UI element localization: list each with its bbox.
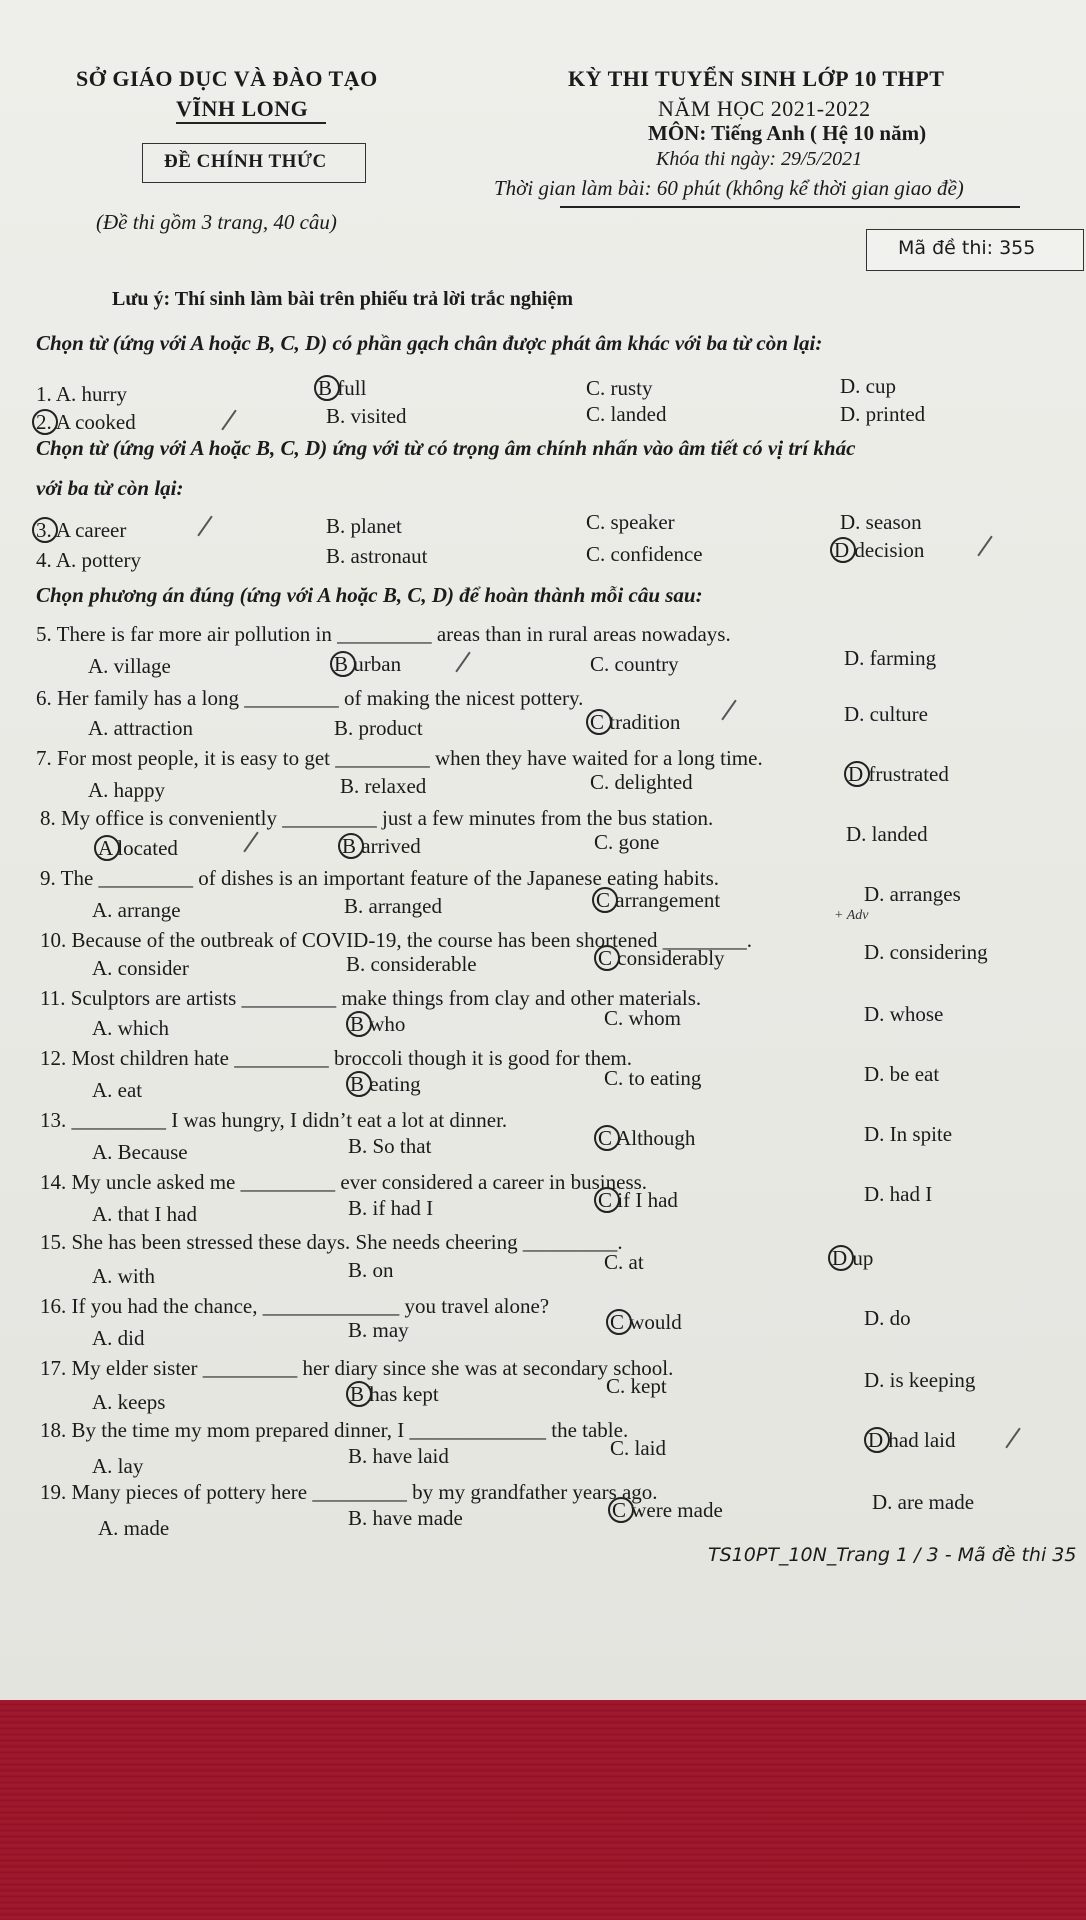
q19-option-d: D. are made [872, 1490, 975, 1514]
q6-option-d: D. culture [844, 702, 928, 726]
q6-option-c: C tradition [590, 710, 681, 734]
q8-option-a: A located [98, 836, 178, 860]
q13-option-c: C Although [598, 1126, 696, 1150]
q15-stem: 15. She has been stressed these days. She needs cheering _________. [40, 1230, 623, 1254]
check-mark [221, 410, 236, 431]
q7-option-c: C. delighted [590, 770, 693, 794]
section3-instruction: Chọn phương án đúng (ứng với A hoặc B, C, D) để hoàn thành mỗi câu sau: [36, 583, 703, 607]
q14-option-d: D. had I [864, 1182, 933, 1206]
q9-option-c: C arrangement [596, 888, 721, 912]
q13-option-a: A. Because [92, 1140, 188, 1164]
q10-option-b: B. considerable [346, 952, 477, 976]
q7-option-a: A. happy [88, 778, 165, 802]
q6-stem: 6. Her family has a long _________ of making the nicest pottery. [36, 686, 584, 710]
check-mark [455, 652, 470, 673]
q18-option-a: A. lay [92, 1454, 144, 1478]
q9-option-d: D. arranges [864, 882, 961, 906]
q17-option-d: D. is keeping [864, 1368, 976, 1392]
q19-option-c: C were made [612, 1498, 723, 1522]
handwritten-note: + Adv [834, 908, 869, 923]
q9-option-b: B. arranged [344, 894, 442, 918]
q14-option-b: B. if had I [348, 1196, 434, 1220]
q8-option-b: B arrived [342, 834, 421, 858]
q7-option-b: B. relaxed [340, 774, 427, 798]
check-mark [197, 516, 212, 537]
department-title: SỞ GIÁO DỤC VÀ ĐÀO TẠO [76, 66, 378, 91]
q11-stem: 11. Sculptors are artists _________ make things from clay and other materials. [40, 986, 702, 1010]
q5-stem: 5. There is far more air pollution in _________ areas than in rural areas nowadays. [36, 622, 731, 646]
q8-option-d: D. landed [846, 822, 928, 846]
q5-option-b: B urban [334, 652, 402, 676]
q11-option-a: A. which [92, 1016, 169, 1040]
q3-option-b: B. planet [326, 514, 402, 538]
q4-option-c: C. confidence [586, 542, 703, 566]
q4-option-a: 4. A. pottery [36, 548, 141, 572]
check-mark [243, 832, 258, 853]
q15-option-d: D up [832, 1246, 874, 1270]
q6-option-b: B. product [334, 716, 423, 740]
subject: MÔN: Tiếng Anh ( Hệ 10 năm) [648, 121, 927, 145]
exam-date: Khóa thi ngày: 29/5/2021 [656, 148, 863, 170]
q15-option-a: A. with [92, 1264, 155, 1288]
q1-option-d: D. cup [840, 374, 896, 398]
q1-option-b: B full [318, 376, 367, 400]
check-mark [1005, 1428, 1020, 1449]
q17-stem: 17. My elder sister _________ her diary since she was at secondary school. [40, 1356, 674, 1380]
q18-option-d: D had laid [868, 1428, 956, 1452]
q9-option-a: A. arrange [92, 898, 181, 922]
q11-option-c: C. whom [604, 1006, 682, 1030]
q6-option-a: A. attraction [88, 716, 193, 740]
q10-option-a: A. consider [92, 956, 189, 980]
page-footer: TS10PT_10N_Trang 1 / 3 - Mã đề thi 35 [708, 1544, 1077, 1566]
q5-option-c: C. country [590, 652, 679, 676]
q2-option-c: C. landed [586, 402, 667, 426]
q11-option-b: B who [350, 1012, 406, 1036]
section2-instruction-line1: Chọn từ (ứng với A hoặc B, C, D) ứng với từ có trọng âm chính nhấn vào âm tiết có vị trí khác [36, 436, 856, 460]
q9-stem: 9. The _________ of dishes is an important feature of the Japanese eating habits. [40, 866, 720, 890]
q3-option-d: D. season [840, 510, 922, 534]
q1-option-c: C. rusty [586, 376, 653, 400]
q18-option-b: B. have laid [348, 1444, 449, 1468]
q3-option-c: C. speaker [586, 510, 675, 534]
q16-option-d: D. do [864, 1306, 911, 1330]
q7-option-d: D frustrated [848, 762, 949, 786]
q4-option-b: B. astronaut [326, 544, 428, 568]
q17-option-c: C. kept [606, 1374, 667, 1398]
exam-title: KỲ THI TUYỂN SINH LỚP 10 THPT [568, 66, 945, 91]
q3-option-a: 3. A career [36, 518, 127, 542]
q19-option-b: B. have made [348, 1506, 463, 1530]
check-mark [721, 700, 736, 721]
duration: Thời gian làm bài: 60 phút (không kể thời gian giao đề) [494, 176, 964, 200]
q16-stem: 16. If you had the chance, _____________ you travel alone? [40, 1294, 550, 1318]
pages-note: (Đề thi gồm 3 trang, 40 câu) [96, 210, 337, 234]
q19-option-a: A. made [98, 1516, 170, 1540]
q18-stem: 18. By the time my mom prepared dinner, I _____________ the table. [40, 1418, 629, 1442]
q13-option-b: B. So that [348, 1134, 432, 1158]
q10-stem: 10. Because of the outbreak of COVID-19, the course has been shortened ________. [40, 928, 753, 952]
q14-stem: 14. My uncle asked me _________ ever considered a career in business. [40, 1170, 648, 1194]
q14-option-c: C if I had [598, 1188, 678, 1212]
q16-option-b: B. may [348, 1318, 409, 1342]
official-label: ĐỀ CHÍNH THỨC [164, 151, 327, 172]
q2-option-d: D. printed [840, 402, 926, 426]
q12-option-a: A. eat [92, 1078, 143, 1102]
q2-option-b: B. visited [326, 404, 407, 428]
q11-option-d: D. whose [864, 1002, 944, 1026]
q12-option-c: C. to eating [604, 1066, 702, 1090]
q18-option-c: C. laid [610, 1436, 666, 1460]
q10-option-d: D. considering [864, 940, 988, 964]
q10-option-c: C considerably [598, 946, 725, 970]
q2-option-a: 2. A cooked [36, 410, 136, 434]
q8-option-c: C. gone [594, 830, 660, 854]
red-cloth-background [0, 1700, 1086, 1920]
province-underline [176, 122, 326, 124]
section2-instruction-line2: với ba từ còn lại: [36, 476, 184, 500]
q12-stem: 12. Most children hate _________ broccoli though it is good for them. [40, 1046, 632, 1070]
province-title: VĨNH LONG [176, 96, 309, 121]
q5-option-d: D. farming [844, 646, 937, 670]
school-year: NĂM HỌC 2021-2022 [658, 96, 871, 121]
q13-option-d: D. In spite [864, 1122, 953, 1146]
q19-stem: 19. Many pieces of pottery here _________ by my grandfather years ago. [40, 1480, 658, 1504]
q8-stem: 8. My office is conveniently _________ just a few minutes from the bus station. [40, 806, 714, 830]
check-mark [977, 536, 992, 557]
q13-stem: 13. _________ I was hungry, I didn’t eat a lot at dinner. [40, 1108, 508, 1132]
q5-option-a: A. village [88, 654, 171, 678]
q16-option-a: A. did [92, 1326, 145, 1350]
q1-option-a: 1. A. hurry [36, 382, 127, 406]
exam-code: Mã đề thi: 355 [898, 237, 1036, 259]
q14-option-a: A. that I had [92, 1202, 197, 1226]
q17-option-a: A. keeps [92, 1390, 166, 1414]
section1-instruction: Chọn từ (ứng với A hoặc B, C, D) có phần gạch chân được phát âm khác với ba từ còn lại: [36, 331, 823, 355]
q15-option-c: C. at [604, 1250, 644, 1274]
q7-stem: 7. For most people, it is easy to get _________ when they have waited for a long time. [36, 746, 763, 770]
note: Lưu ý: Thí sinh làm bài trên phiếu trả lời trắc nghiệm [112, 288, 574, 310]
q12-option-b: B eating [350, 1072, 421, 1096]
q4-option-d: D decision [834, 538, 925, 562]
duration-underline [560, 206, 1020, 208]
q16-option-c: C would [610, 1310, 682, 1334]
q15-option-b: B. on [348, 1258, 394, 1282]
q17-option-b: B has kept [350, 1382, 439, 1406]
q12-option-d: D. be eat [864, 1062, 940, 1086]
